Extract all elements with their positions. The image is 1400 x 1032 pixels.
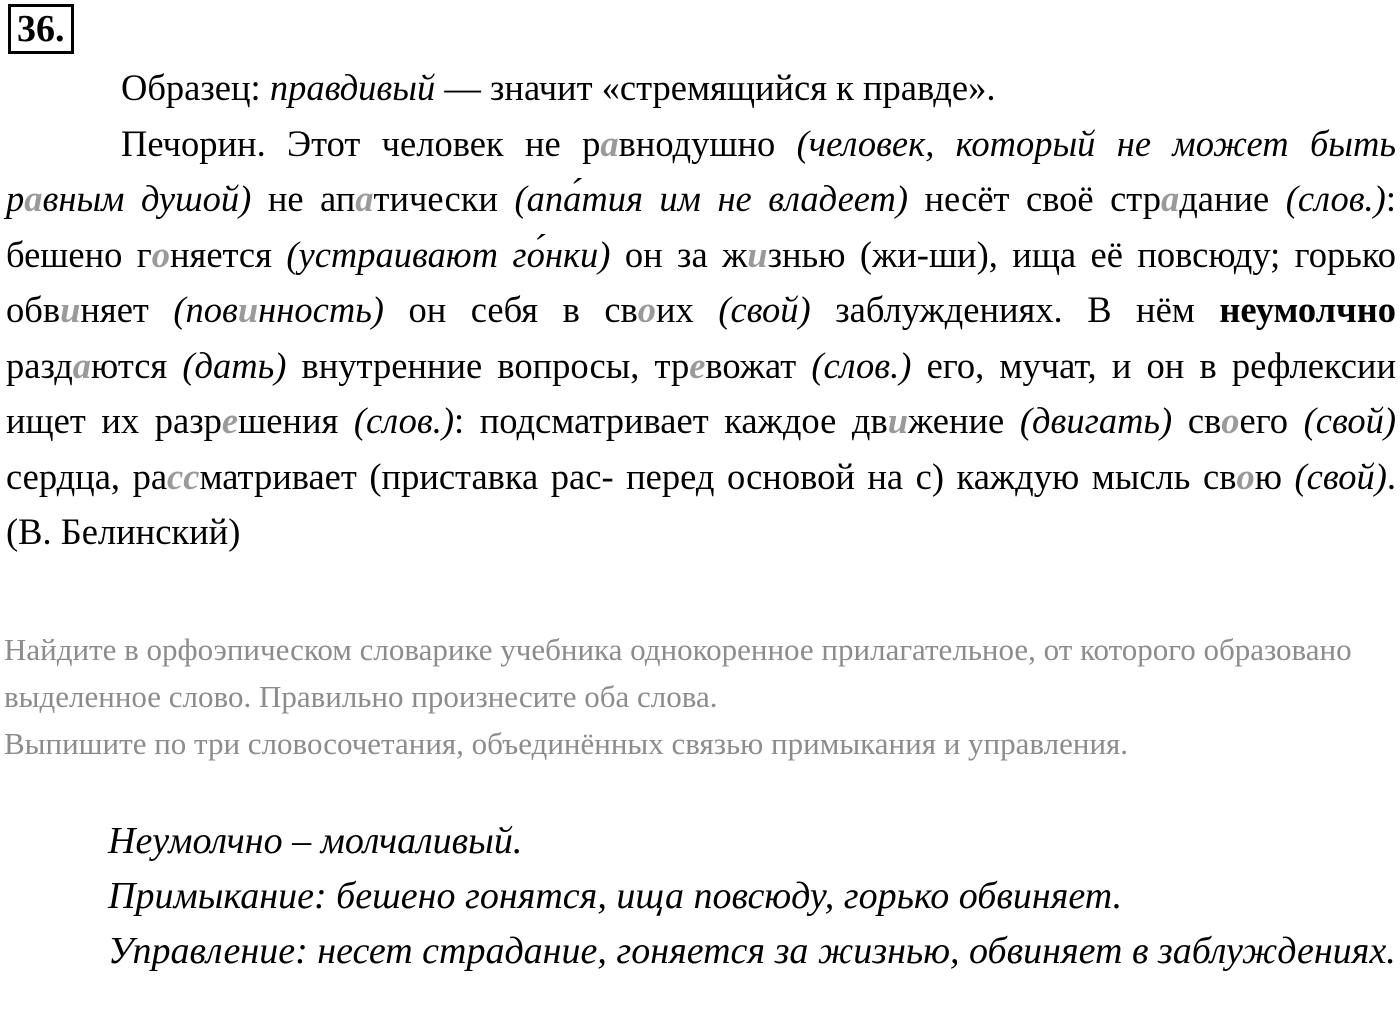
- italic-note: (свой): [718, 289, 811, 330]
- italic-note: (апа́тия им не владеет): [514, 178, 909, 219]
- italic-note: (свой): [1303, 400, 1396, 441]
- italic-note: (человек, который не может быть р: [6, 122, 1396, 219]
- text-segment: каждую мысль св: [944, 455, 1237, 497]
- text-segment: внодушно: [618, 122, 797, 164]
- highlighted-letter: о: [1236, 455, 1255, 497]
- italic-note: (слов.): [1285, 178, 1386, 219]
- sample-word: правдивый: [269, 67, 436, 108]
- answer-3: Управление: несет страдание, гоняется за жизнью, обвиняет в заблуждениях.: [108, 930, 1396, 972]
- text-segment: св: [1172, 400, 1222, 441]
- italic-note: (слов.): [811, 344, 912, 386]
- text-segment: вожат: [705, 344, 812, 386]
- text-segment: его: [1239, 400, 1304, 441]
- italic-note: (свой): [1294, 455, 1387, 497]
- italic-note: (двигать): [1019, 400, 1173, 441]
- italic-note: (слов.): [353, 400, 454, 441]
- text-segment: : бешено г: [6, 178, 1396, 275]
- text-segment: разд: [6, 344, 73, 386]
- text-segment: матривает: [199, 455, 370, 497]
- highlighted-letter: а: [355, 178, 374, 219]
- main-paragraph: [6, 116, 1396, 560]
- hint-note: (приставка рас- перед основой на с): [369, 455, 945, 497]
- task-1: Найдите в орфоэпическом словарике учебника однокоренное прилагательное, от которого образовано выделенное слово. Правильно произнесите оба слова.: [4, 632, 1352, 714]
- answer-2: Примыкание: бешено гонятся, ища повсюду, горько обвиняет.: [108, 875, 1123, 917]
- text-segment: тически: [373, 178, 515, 219]
- text-segment: ются: [91, 344, 183, 386]
- sample-explanation: — значит «стремящийся к правде».: [435, 67, 996, 108]
- text-segment: шения: [238, 400, 354, 441]
- task-2: Выпишите по три словосочетания, объединённых связью примыкания и управления.: [4, 726, 1129, 761]
- highlighted-letter: о: [151, 233, 171, 275]
- highlighted-letter: сс: [167, 455, 200, 497]
- text-segment: . (В. Белинский): [6, 455, 1396, 552]
- text-segment: няет: [80, 289, 174, 330]
- answers-block: [6, 814, 1396, 979]
- highlighted-letter: и: [60, 289, 81, 330]
- italic-note: (пов: [173, 289, 238, 330]
- highlighted-letter: а: [24, 178, 43, 219]
- text-segment: не ап: [251, 178, 356, 219]
- highlighted-letter: и: [237, 289, 259, 330]
- highlighted-letter: и: [887, 400, 909, 441]
- italic-note: (устраивают го́нки): [286, 233, 611, 275]
- italic-note: (дать): [182, 344, 287, 386]
- exercise-number: 36.: [8, 4, 74, 54]
- highlighted-letter: а: [1160, 178, 1180, 219]
- text-segment: заблуждениях. В нём: [810, 289, 1220, 330]
- highlighted-letter: о: [637, 289, 657, 330]
- exercise-text: [6, 60, 1396, 560]
- text-segment: ю: [1254, 455, 1295, 497]
- text-segment: их: [656, 289, 719, 330]
- highlighted-letter: и: [747, 233, 768, 275]
- highlighted-letter: а: [72, 344, 92, 386]
- highlighted-letter: е: [221, 400, 239, 441]
- highlighted-letter: е: [689, 344, 706, 386]
- italic-note: нность): [258, 289, 384, 330]
- text-segment: он себя в св: [383, 289, 638, 330]
- text-segment: Печорин. Этот человек не р: [121, 122, 601, 164]
- text-segment: , ища её повсюду; горько обв: [6, 233, 1396, 330]
- highlighted-letter: а: [600, 122, 619, 164]
- text-segment: сердца, ра: [6, 455, 168, 497]
- text-segment: он за ж: [610, 233, 748, 275]
- italic-note: вным душой): [42, 178, 252, 219]
- text-segment: его, мучат, и он в рефлексии ищет их разр: [6, 344, 1396, 441]
- text-segment: няется: [170, 233, 287, 275]
- text-segment: знью: [767, 233, 860, 275]
- sample-line: [6, 60, 1396, 116]
- task-instructions: [4, 626, 1400, 767]
- text-segment: : подсматривает каждое дв: [454, 400, 888, 441]
- text-segment: несёт своё стр: [908, 178, 1161, 219]
- sample-label: Образец:: [121, 67, 270, 108]
- text-segment: жение: [908, 400, 1020, 441]
- bold-word: неумолчно: [1219, 289, 1396, 330]
- text-segment: дание: [1179, 178, 1286, 219]
- text-segment: внутренние вопросы, тр: [286, 344, 690, 386]
- highlighted-letter: о: [1221, 400, 1240, 441]
- hint-note: (жи-ши): [859, 233, 989, 275]
- answer-1: Неумолчно – молчаливый.: [108, 820, 523, 862]
